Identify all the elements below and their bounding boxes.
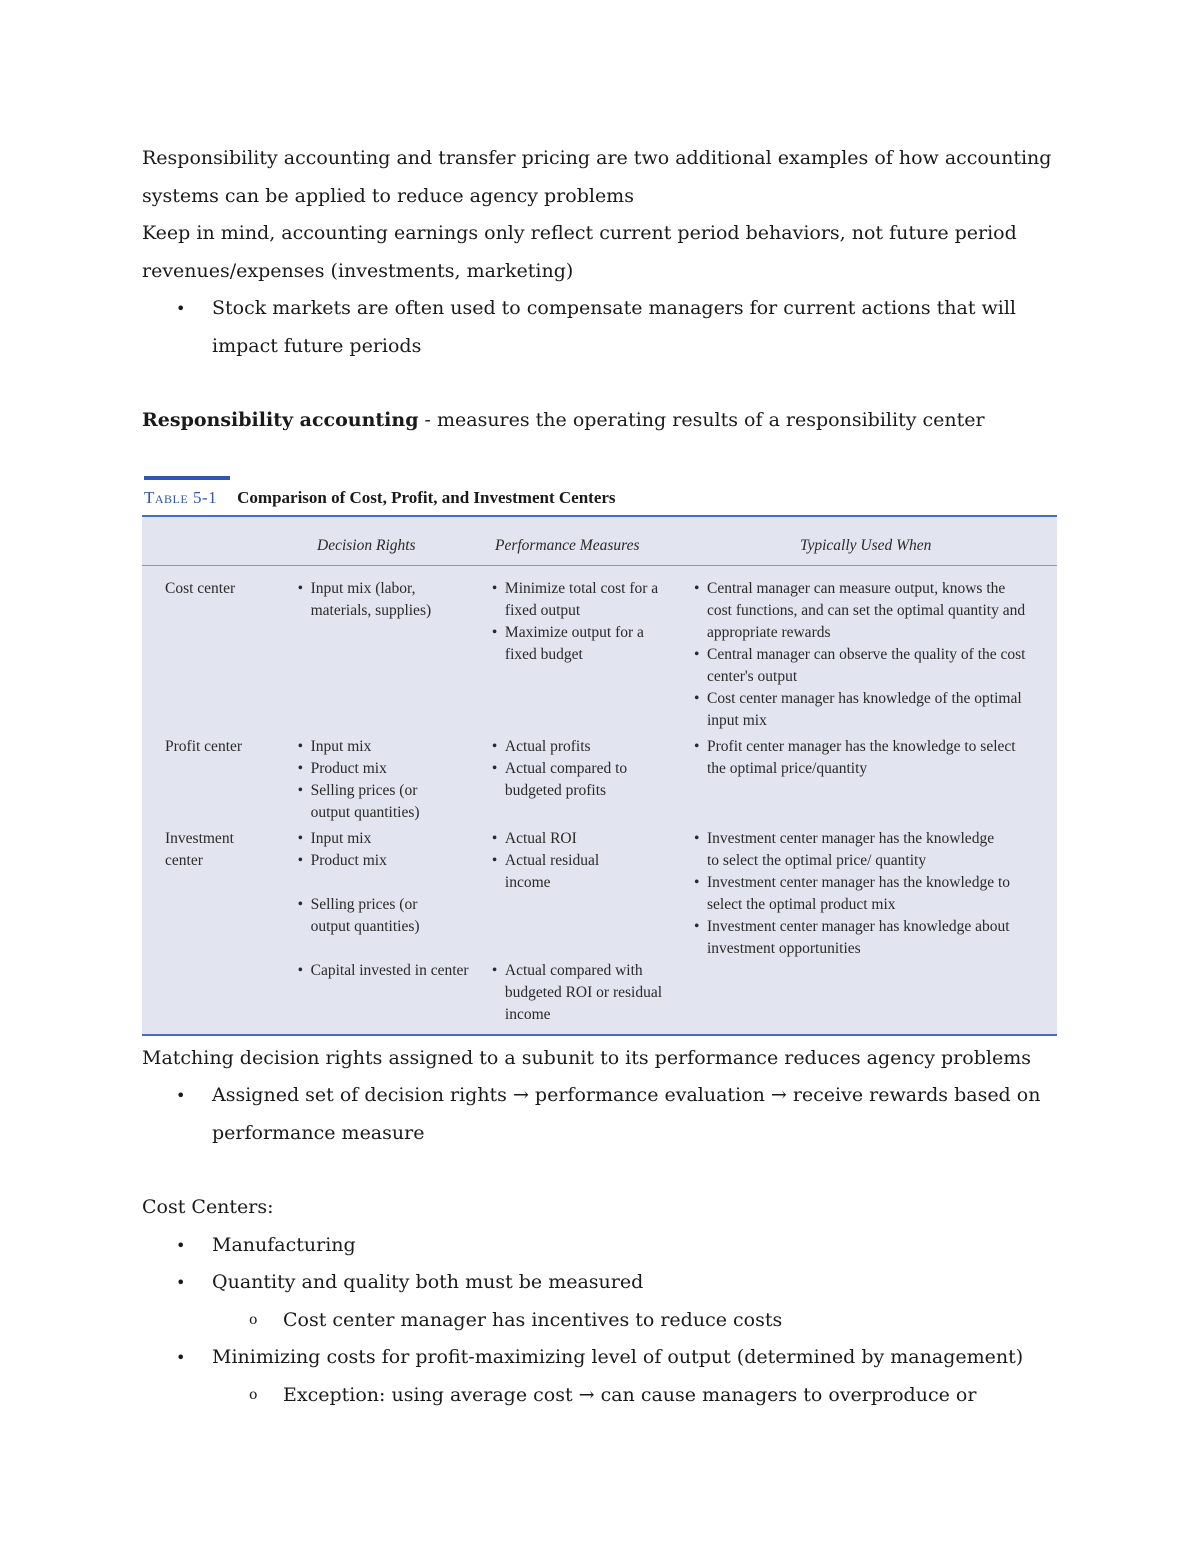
table-row	[142, 732, 1057, 824]
list-item-text: Cost center manager has incentives to reduce costs	[283, 1308, 783, 1331]
intro-line: revenues/expenses (investments, marketing)	[142, 259, 574, 282]
comparison-table	[142, 515, 1057, 1036]
table-bullet: • Input mix	[296, 828, 486, 850]
table-header-cell: Decision Rights	[317, 536, 416, 554]
bullet-icon: •	[176, 299, 186, 318]
bullet-icon: •	[176, 1235, 186, 1255]
table-header-cell	[142, 537, 290, 555]
definition-term: Responsibility accounting	[142, 409, 419, 431]
definition	[142, 402, 1058, 440]
list-item-text: Minimizing costs for profit-maximizing level of output (determined by management)	[212, 1346, 1024, 1368]
table-bullet: • Input mix	[296, 736, 486, 758]
table-title: Comparison of Cost, Profit, and Investment Centers	[237, 487, 616, 507]
sub-bullet-icon: o	[249, 1311, 258, 1328]
list-item	[142, 1077, 1058, 1152]
bullet-icon: •	[176, 1348, 186, 1367]
table-caption	[144, 488, 1058, 508]
table-header-cell: Typically Used When	[800, 536, 932, 554]
table-row	[142, 566, 1057, 732]
table-bullet: • Minimize total cost for a fixed output	[490, 578, 680, 622]
table-bullet: • Profit center manager has the knowledge to select the optimal price/quantity	[692, 736, 1037, 780]
table-bullet: • Actual profits	[490, 736, 690, 758]
row-label: Investment	[165, 829, 234, 847]
table-bullet: • Product mix	[296, 850, 486, 872]
sub-list-item	[142, 1377, 1058, 1415]
table-header-row	[142, 527, 1057, 566]
list-item-text: Stock markets are often used to compensate managers for current actions that will	[212, 297, 1016, 319]
row-label: Profit center	[165, 737, 243, 755]
table-bullet: • Actual ROI	[490, 828, 690, 850]
table-figure	[142, 476, 1058, 1036]
table-bullet: • Actual residual income	[490, 850, 635, 894]
intro-line: Keep in mind, accounting earnings only reflect current period behaviors, not future period	[142, 222, 1017, 244]
table-header-cell: Performance Measures	[495, 536, 640, 554]
table-bullet: • Actual compared with budgeted ROI or residual income	[490, 960, 665, 1026]
table-bullet: • Selling prices (or output quantities)	[296, 894, 461, 938]
intro-line: Responsibility accounting and transfer pricing are two additional examples of how accounting	[142, 147, 1052, 169]
table-bullet: • Maximize output for a fixed budget	[490, 622, 665, 666]
sub-bullet-icon: o	[249, 1386, 258, 1403]
table-bullet: • Investment center manager has the knowledge to select the optimal price/ quantity	[692, 828, 1007, 872]
paragraph: Matching decision rights assigned to a subunit to its performance reduces agency problems	[142, 1046, 1031, 1069]
list-item	[142, 1227, 1058, 1265]
list-item-text: Exception: using average cost → can cause managers to overproduce or	[283, 1383, 977, 1406]
bullet-icon: •	[176, 1086, 186, 1105]
bullet-icon: •	[176, 1273, 186, 1292]
list-item	[142, 1264, 1058, 1302]
intro-line: systems can be applied to reduce agency problems	[142, 184, 634, 207]
row-label: center	[165, 851, 203, 869]
table-bullet: • Selling prices (or output quantities)	[296, 780, 461, 824]
table-bullet: • Central manager can observe the quality of the cost center's output	[692, 644, 1037, 688]
table-bullet: • Actual compared to budgeted profits	[490, 758, 665, 802]
row-label: Cost center	[165, 579, 236, 597]
section-heading: Cost Centers:	[142, 1196, 274, 1218]
list-item-text: Quantity and quality both must be measured	[212, 1271, 644, 1293]
table-bullet: • Capital invested in center	[296, 960, 471, 982]
table-accent-bar	[144, 476, 230, 480]
table-bullet: • Investment center manager has knowledge about investment opportunities	[692, 916, 1037, 960]
table-bullet: • Cost center manager has knowledge of the optimal input mix	[692, 688, 1037, 732]
list-item-text: Assigned set of decision rights → performance evaluation → receive rewards based on	[212, 1084, 1041, 1106]
table-bullet: • Input mix (labor, materials, supplies)	[296, 578, 461, 622]
list-item-text: Manufacturing	[212, 1233, 356, 1256]
table-number: Table 5-1	[144, 487, 218, 507]
table-row	[142, 824, 1057, 1026]
list-item	[142, 290, 1058, 365]
table-bullet: • Product mix	[296, 758, 486, 780]
list-item-text: performance measure	[212, 1121, 425, 1144]
table-bullet: • Central manager can measure output, knows the cost functions, and can set the optimal quantity and appropriate rewards	[692, 578, 1027, 644]
document-page	[142, 140, 1058, 1414]
table-bullet: • Investment center manager has the knowledge to select the optimal product mix	[692, 872, 1012, 916]
definition-text: - measures the operating results of a responsibility center	[418, 409, 985, 431]
sub-list-item	[142, 1302, 1058, 1340]
list-item	[142, 1339, 1058, 1377]
list-item-text: impact future periods	[212, 334, 422, 357]
